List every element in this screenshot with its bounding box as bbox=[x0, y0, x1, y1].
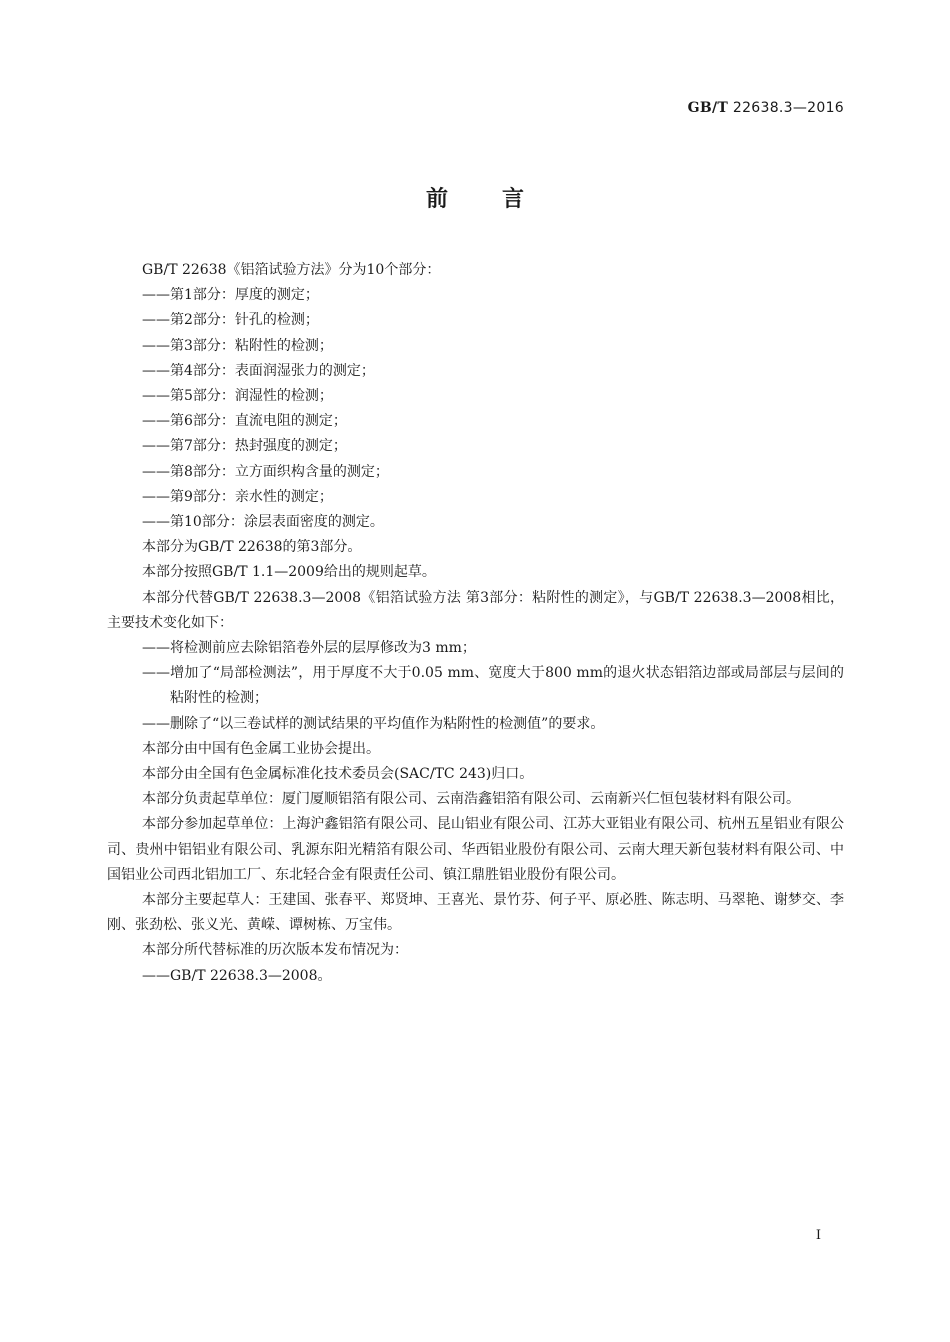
drafting-rules-statement: 本部分按照GB/T 1.1—2009给出的规则起草。 bbox=[142, 564, 436, 581]
part-list-item: ——第5部分：润湿性的检测； bbox=[142, 388, 333, 405]
history-statement: 本部分所代替标准的历次版本发布情况为： bbox=[142, 942, 408, 959]
part-list-item: ——第1部分：厚度的测定； bbox=[142, 287, 319, 304]
part-list-item: ——第3部分：粘附性的检测； bbox=[142, 337, 333, 354]
part-list-item: ——第10部分：涂层表面密度的测定。 bbox=[142, 514, 384, 531]
proposed-by-statement: 本部分由中国有色金属工业协会提出。 bbox=[142, 740, 380, 757]
part-statement: 本部分为GB/T 22638的第3部分。 bbox=[142, 539, 362, 556]
page-number: I bbox=[815, 1228, 821, 1243]
part-list-item: ——第2部分：针孔的检测； bbox=[142, 312, 319, 329]
page-title: 前言 bbox=[425, 187, 578, 212]
replacement-statement: 本部分代替GB/T 22638.3—2008《铝箔试验方法 第3部分：粘附性的测定》，与GB/T 22638.3—2008相比，主要技术变化如下： bbox=[107, 589, 844, 631]
standard-number-header bbox=[688, 100, 844, 116]
change-list-item: ——增加了“局部检测法”，用于厚度不大于0.05 mm、宽度大于800 mm的退火状态铝箔边部或局部层与层间的粘附性的检测； bbox=[142, 665, 844, 707]
part-list-item: ——第4部分：表面润湿张力的测定； bbox=[142, 362, 375, 379]
part-list-item: ——第7部分：热封强度的测定； bbox=[142, 438, 347, 455]
change-list-item: ——将检测前应去除铝箔卷外层的层厚修改为3 mm； bbox=[142, 640, 476, 657]
change-list-item: ——删除了“以三卷试样的测试结果的平均值作为粘附性的检测值”的要求。 bbox=[142, 715, 605, 732]
history-list-item: ——GB/T 22638.3—2008。 bbox=[142, 967, 332, 984]
drafters-statement: 本部分主要起草人：王建国、张春平、郑贤坤、王喜光、景竹芬、何子平、原必胜、陈志明、马翠艳、谢梦交、李刚、张劲松、张义光、黄嵘、谭树栋、万宝伟。 bbox=[107, 892, 844, 934]
intro-paragraph: GB/T 22638《铝箔试验方法》分为10个部分： bbox=[142, 262, 441, 278]
managed-by-statement: 本部分由全国有色金属标准化技术委员会(SAC/TC 243)归口。 bbox=[142, 766, 534, 783]
part-list-item: ——第6部分：直流电阻的测定； bbox=[142, 413, 347, 430]
participating-units-statement: 本部分参加起草单位：上海沪鑫铝箔有限公司、昆山铝业有限公司、江苏大亚铝业有限公司、杭州五星铝业有限公司、贵州中铝铝业有限公司、乳源东阳光精箔有限公司、华西铝业股份有限公司、云南大理天新包装材料有限公司、中国铝业公司西北铝加工厂、东北轻合金有限责任公司、镇江鼎胜铝业股份有限公司。 bbox=[107, 816, 844, 883]
standard-number: 22638.3—2016 bbox=[732, 100, 844, 116]
part-list-item: ——第8部分：立方面织构含量的测定； bbox=[142, 463, 389, 480]
standard-prefix: GB/T bbox=[687, 100, 729, 116]
part-list-item: ——第9部分：亲水性的测定； bbox=[142, 488, 333, 505]
responsible-units-statement: 本部分负责起草单位：厦门厦顺铝箔有限公司、云南浩鑫铝箔有限公司、云南新兴仁恒包装材料有限公司。 bbox=[142, 791, 800, 808]
foreword-body bbox=[107, 258, 844, 989]
